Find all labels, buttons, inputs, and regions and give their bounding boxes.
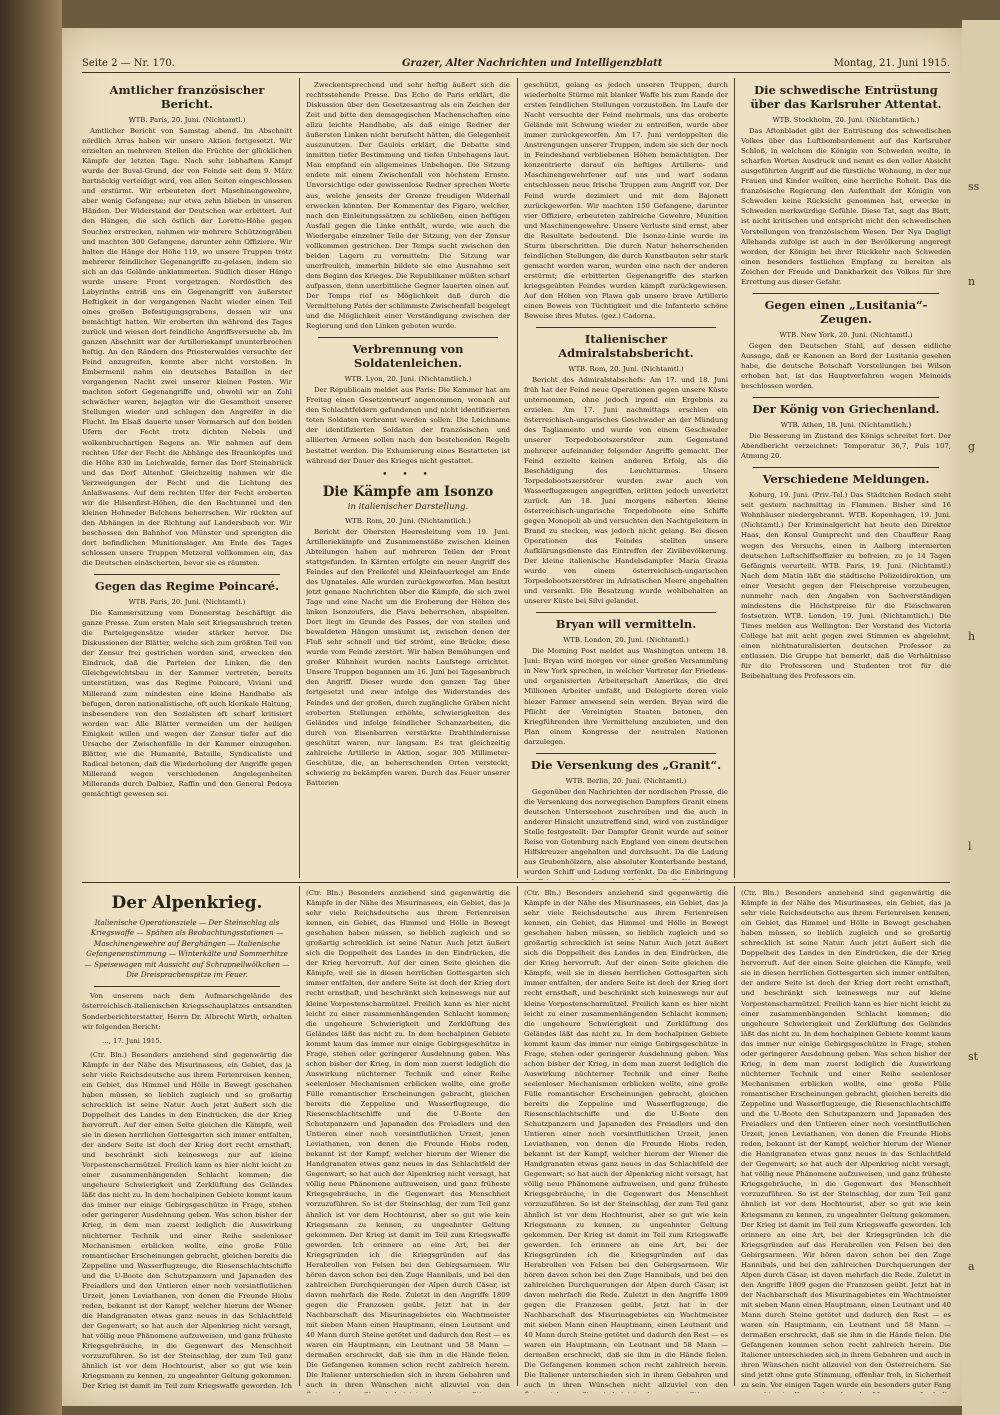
article-body: Amtlicher Bericht von Samstag abend. Im Abschnitt nördlich Arras haben wir unsere Aktion fortgesetzt. Wir erzielten an mehreren Stellen die Früchte der glücklichen Kämpfe der letzten Tage. Nach sehr lebhaftem Kampf wurde der Buval-Grund, der von Feinde seit dem 9. März hartnäckig verteidigt wird, von allen Seiten eingeschlossen und erstürmt. Wir erbeuteten dort Maschinengewehre, aber wenig Gefangene; nur etwa zehn blieben in unseren Händen. Der Widerstand der Deutschen war erbittert. Auf den Hängen, die sich östlich der Loretto-Höhe gegen Souchez erstrecken, nahmen wir mehrere Schützengräben und machten 300 Gefangene, darunter zehn Offiziere. Wir halten die Hänge der Höhe 119, wo unsere Truppen trotz mehrerer feindlicher Gegenangriffe zu-gelasen, indem sie sich an das Gelände anklammerten. Südlich dieser Hänge wurde unsere Front vorgetragen. Nordöstlich des Labyrinths entriß uns ein Gegenangriff von äußerster Heftigkeit in der vergangenen Nacht wieder einen Teil eines großen Befestigungsgrabens, dessen wir uns bemächtigt hatten. Wir eroberten ihn während des Tages zurück und wiesen dort feindliche Angriffsversuche ab. Im ganzen Abschnitt war der Artilleriekampf ununterbrochen heftig. An den Rändern des Priesterwaldes versuchte der Feind anzugreifen, konnte aber nicht vorstoßen. In Embermenil nahm ein deutsches Bataillon in der vergangenen Nacht zwei unserer kleinen Posten. Wir machten sofort Gegenangriffe und, obwohl wir an Zahl schwächer waren, bejagten wir die Gesamtheit unserer Stellungen wieder und schlugen den Angreifer in die Flucht. Im Elsaß dauerte unser Vormarsch auf den beiden Ufern der Fecht trotz dichten Nebels und wolkenbruchartigen Regens an. Wir nahmen auf dem rechten Ufer der Fecht die Abhänge des Braunkopfes und die Höhe 830 im Leichwalde, ferner das Dorf Steinabrück und das Dorf Altenhof. Gleichzeitig nahmen wir die Verzweigungen der Fecht und die Lichtung des Anlaßwasens. Auf dem rechten Ufer der Fecht eroberten wir die Hilsenfirst-Höhen, die den Bachtunnel und den kleinen Hohneder Belchens beherrschen. Wir rückten auf den Abhängen in der Richtung auf Landersbach vor. Wir beschossen den Bahnhof von Münster und sprengten die dort befindlichen Munitionslager. Am Ende des Tages schlossen unsere Truppen Metzeral vollkommen ein, das die Deutschen einäscherten, bevor sie es räumten.: [82, 127, 292, 568]
dateline: WTB. London, 20. Juni. (Nichtamtl.): [563, 636, 689, 645]
dateline: WTB. Berlin, 20. Juni. (Nichtamtl.): [565, 776, 687, 785]
headline: Bryan will vermitteln.: [555, 617, 697, 632]
alpenkrieg-column-2: [306, 888, 510, 1393]
dateline: WTB. Stockholm, 20. Juni. (Nichtamtlich.): [772, 116, 920, 124]
edge-fragment: l: [968, 840, 972, 853]
subheadline: in italienischer Darstellung.: [347, 501, 469, 512]
edge-fragment: ss: [968, 180, 980, 193]
dateline: WTB. Paris, 20. Juni. (Nichtamtl.): [128, 116, 246, 124]
column-3: [524, 80, 728, 880]
edge-fragment: st: [968, 1050, 979, 1063]
dateline: ..., 17. Juni 1915.: [102, 1036, 162, 1045]
column-divider: [734, 78, 735, 878]
article-body: geschützt, gelang es jedoch unseren Truppen, durch wiederholte Stürme mit blanker Waffe bis zum Rande der ersten feindlichen Stellungen vorzustoßen. Im Laufe der Nacht versuchte der Feind mehrmals, uns das eroberte Gelände mit Schwung wieder zu entreißen, wurde aber immer zurückgeworfen. Am 17. Juni verdoppelten die Anstrengungen unserer Truppen, indem sie sich der noch in Feindeshand verbliebenen Höhen bemächtigten. Der konzentrierte darauf ein heftiges Artillerie- und Maschinengewehrfeuer auf uns und warf sodann entschlossen neue frische Truppen zum Angriff vor. Der Feind wurde dezimiert und mit dem Bajonett zurückgeworfen. Wir machten 150 Gefangene, darunter vier Offiziere, erbeuteten zahlreiche Gewehre, Munition und Maschinengewehre. Unsere Verluste sind ernst, aber die Resultate bedeutend. Die Isonzo-Linie wurde im Sturm überschritten. Die durch Natur beherrschenden feindlichen Stellungen, die durch Kunstbauten sehr stark gemacht worden waren, wurden eine nach der anderen erstürmt; die erbitterten Gegenangriffe des starken kriegsgeübten Feindes wurden kämpft zurückgewiesen. Auf den Höhen von Plawa gab unsere brave Artillerie einen Beweis von Tüchtigkeit und die Infanterie schöne Beweise ihres Mutes. (gez.) Cadorna.: [524, 81, 728, 321]
dateline: WTB. Rom, 20. Juni. (Nichtamtl.): [568, 365, 684, 374]
edge-fragment: a: [968, 1260, 975, 1273]
headline: Italienischer Admiralstabsbericht.: [558, 332, 694, 361]
edge-fragment: n: [968, 275, 976, 288]
article-divider: [94, 574, 280, 575]
headline: Verbrennung von Soldatenleichen.: [352, 342, 464, 371]
adjacent-page-edge: [962, 20, 1000, 1415]
headline: Die Kämpfe am Isonzo: [322, 483, 494, 500]
article-divider: [94, 986, 280, 987]
dateline: WTB. Rom, 20. Juni. (Nichtamtlich.): [345, 516, 471, 525]
article-body: Zweckentsprechend und sehr heftig äußert sich die rechtsstehende Presse. Das Echo de Paris erklärt, die Diskussion über den Gesetzesantrag als ein Zeichen der Zeit und bitte den demagogischen Machenschaften eine allzu leichte Handhabe, als daß einige Redner der äußersten Linken nicht berufscht hätten, die Gelegenheit auszunutzen. Der Gaulois erklärt, die Debatte sind inmitten tiefer Bestimmung und tiefen Unbehagens laut. Man empfand ein allgemeines Unbehagen. Die Sitzung endete mit einem Zwischenfall von höchstem Ernste. Unvorsichtige oder gewissenlose Redner sprechen Worte aus, welche jenseits der Grenze freudigen Widerhall erwecken könnten. Der Kommentar des Figaro, welcher, nach den Einleitungssätzen zu schließen, einen heftigen Ausfall gegen die Linke enthält, wurde, wie auch die Wiedergabe einzelner Teile der Sitzung, von der Zensur vollkommen gestrichen. Der Temps sucht zwischen den beiden Lagern zu vermitteln: Die Sitzung war unerfreulich, immerhin bildete sie eine Ausnahme seit dem Beginn des Krieges. Die Republikaner müßten scharf aufpassen, denn unerbittliche Gegner lauerten einen auf. Der Temps rief es Möglichkeit daß durch die Vermittelung Patés der schlimmste Zwischenfall beigelegt und die Möglichkeit einer Verständigung zwischen der Regierung und den Linken geboten wurde.: [306, 81, 510, 331]
headline: Die Versenkung des „Granit“.: [530, 757, 722, 772]
column-2: [306, 80, 510, 880]
subheadline: Italienische Operationsziele — Der Steinschlag als Kriegswaffe — Spähen als Beobachtungsstationen — Maschinengewehre auf Berghängen — Italienische Gefangenenstimmung — Winterkälte und Sommerhitze — Speisewagen mit Aussicht auf Schrapnellwölkchen — Die Dreisprachenspitze im Feuer.: [84, 918, 290, 980]
issue-date: Montag, 21. Juni 1915.: [833, 58, 950, 69]
page-number: Seite 2 — Nr. 170.: [82, 58, 175, 69]
newspaper-page: [62, 28, 962, 1406]
article-body: (Ctr. Bln.) Besonders anziehend sind gegenwärtig die Kämpfe in der Nähe des Misurinasees, ein Gebiet, das ja sehr viele Reichsdeutsche aus ihrem Ferienreisen kennen, ein Gebiet, das Himmel und Hölle in Bewegt geschahen haben müssen, so lieblich zugleich und so großartig schrecklich ist seine Natur. Auch jetzt äußert sich die Doppelheit des Landes in den Eindrücken, die der Krieg hervorruft. Auf der einen Seite gleichen die Kämpfe, weil sie in diesen herrlichen Gottesgarten sich immer entfalten, der andere Seite ist doch der Krieg dort recht ernsthaft, und beschränkt sich keineswegs nur auf kleine Vorpostenscharmützel. Freilich kann es hier nicht leicht zu einer zusammenhängenden Schlacht kommen; die ungeheure Schwierigkeit und Zerklüftung des Geländes läßt das nicht zu. In dem hochalpinen Gebiete kommt kaum das immer nur einige Gebirgsgeschütze in Frage, stehen oder geringerer Ausdehnung geben. Was schon bisher der Krieg, in dem man zuerst lediglich die Auswirkung nüchterner Technik und einer Reihe seelenloser Mechanismen erblicken wollte, eine große Fülle romantischer Erscheinungen gebracht, gleichen bereits die Zeppeline und Wasserflugzeuge, die Riesenschlachtschiffe und die U-Boote den Schutzpanzern und Japanaden des Freiadlers und den Untieren einer noch vorsintflutlichen Urzeit, jenen Leviathanen, von denen die Freunde Hiobs reden, bekannt ist der Kampf, welcher hierum der Wiener die Handgranaten etwas ganz neues in das Schlachtfeld der Gegenwart; so hat auch der Alpenkrieg nicht versagt, hat völlig neue Phänomene aufzuweisen, und ganz früheste Kriegsgebräuche, in die Gegenwart des Menschheit vorzuzuführen. So ist der Steinschlag, der zum Teil ganz ähnlich ist vor dem Hochtourist, aber so gut wie kein Kriegsmann zu kennen, zu ungeahnter Geltung gekommen. Der Krieg ist damit im Teil zum Kriegswaffe geworden. Ich erinnere an eine Art, bei der Kriegsgründen ich die Kriegsgründen auf das Herabrollen von Felsen bei den Gebirgsarmeen. Wir hören davon schon bei den Zuge Hannibals, und bei den zahlreichen Durchquerungen der Alpen durch Cäsar, ist davon mehrfach die Rede. Zuletzt in den Angriffe 1809 gegen die Franzosen geübt. Jetzt hat in der Nachbarschaft des Misurinagebietes ein Wachtmeister mit sieben Mann einen Hauptmann, einen Leutnant und 40 Mann durch Steine getötet und dadurch den Rest — es waren ein Hauptmann, ein Leutnant und 58 Mann — dermaßen erschreckt, daß sie ihm in die Hände fielen. Die Gefangenen kommen schon recht zahlreich herein. Die Italiener unterschieden sich in ihrem Gebahren und auch in ihren Wünschen nicht allzuviel von den Österreichern. Sie sind jetzt ohne gute Stimmung, offenbar froh, in Sicherheit zu sein. Vor einigen Tagen wurde ein besonders guter Fang: [741, 889, 951, 1390]
masthead: Grazer, Alter Nachrichten und Intelligenzblatt: [402, 58, 663, 69]
headline: Gegen einen „Lusitania“-Zeugen.: [764, 297, 928, 326]
column-1: [82, 80, 292, 880]
column-divider: [517, 886, 518, 1386]
article-body: Die Kammersitzung vom Donnerstag beschäftigt die ganze Presse. Zum ersten Male seit Kriegsausbruch treten die Parteigegensätze wieder stärker hervor. Die Diskussionen der Blätter, welche sich zum größten Teil von der Zensur frei gestrichen worden sind, erwecken den Eindruck, daß die Parteien der Linken, die den Gleichgewichtsbau in der Kammer vertreten, bereits unterstützen, was das Regime Poincaré, Viviani und Millerand zum mindesten eine kleine Handhabe als befugen, deren nationalistische, oft auch klerikale Haltung, insbesondere von den Sozialisten oft scharf kritisiert worden war. Alle Blätter vermeiden um der heiligen Einigkeit willen und wegen der Zensur tiefer auf die Ursache der Zwischenfälle in der Kammer einzugehen. Blätter, wie die Humanité, Bataille, Syndicaliste und Radical betonen, daß die Wiederholung der Angriffe gegen Millerand wegen verschiedenen Angelegenheiten Millerands durch Dalbiez, Raffin und den General Pedoya gemächtigt gewesen sei.: [82, 609, 292, 798]
article-body: Gegenüber den Nachrichten der nordischen Presse, die die Versenkung des norwegischen Dampfers Granit einem deutschen Unterseeboot zuschreiben und die auch in anderer Hinsicht unzutreffend sind, wird von zuständiger Stelle festgestellt: Der Dampfer Granit wurde auf seiner Reise von Gotenburg nach England von einem deutschen Hilfskreuzer angehalten und durchsucht. Da die Ladung aus Grubenhölzern, also absoluter Konterbande bestand, wurden Schiff und Ladung verfenkt. Da die Einbringung: [524, 787, 728, 877]
article-body: Bericht der Obersten Heeresleitung vom 19. Juni. Artilleriekämpfe und Zusammenstöße zwischen kleinen Abteilungen haben auf mehreren Teilen der Front stattgefunden. In Kärnten erfolgte ein neuer Angriff des Feindes auf den Freikofel und Kleinfauerkogel am Ende des Ugnatales. Alle wurden zurückgeworfen. Man besitzt jetzt genaue Nachrichten über die Kämpfe, die sich zwei Tage und eine Nacht um die Eroberung der Höhen des linken Isonzoufers, die Plava beherrschen, abspielten. Dort liegt im Grunde des Passes, der von steilen und bewaldeten Hängen umsäumt ist, zwischen denen der Fluß sehr schnell und tief strömt, eine Brücke; diese wurde vom Feinde zerstört. Wir haben Bemühungen und großer Kühnheit wurden nachts Laufstege errichtet. Unsere Truppen begannen am 16. Juni bei Tagesanbruch den Angriff. Dieser wurde den ganzen Tag über fortgesetzt und zwar infolge des Widerstandes des Feindes und der großen, durch zugängliche Gräben nicht eroberten Stellungen erhöhte, schwierigkeiten des Geländes und infolge feindlicher Schanzarbeiten, die durch von Eisenbarren verstärkte Drahthindernisse geschützt waren, nur langsam. Es trat gleichzeitig zahlreiche Artillerie in Aktion, sogar 305 Millimeter-Geschütze, die, an beherrschenden Orten versteckt, schwierig zu bekämpfen waren. Durch das Feuer unserer Batterien: [306, 527, 510, 787]
column-divider: [734, 886, 735, 1386]
article-body: (Ctr. Bln.) Besonders anziehend sind gegenwärtig die Kämpfe in der Nähe des Misurinasees, ein Gebiet, das ja sehr viele Reichsdeutsche aus ihrem Ferienreisen kennen, ein Gebiet, das Himmel und Hölle in Bewegt geschahen haben müssen, so lieblich zugleich und so großartig schrecklich ist seine Natur. Auch jetzt äußert sich die Doppelheit des Landes in den Eindrücken, die der Krieg hervorruft. Auf der einen Seite gleichen die Kämpfe, weil sie in diesen herrlichen Gottesgarten sich immer entfalten, der andere Seite ist doch der Krieg dort recht ernsthaft, und beschränkt sich keineswegs nur auf kleine Vorpostenscharmützel. Freilich kann es hier nicht leicht zu einer zusammenhängenden Schlacht kommen; die ungeheure Schwierigkeit und Zerklüftung des Geländes läßt das nicht zu. In dem hochalpinen Gebiete kommt kaum das immer nur einige Gebirgsgeschütze in Frage, stehen oder geringerer Ausdehnung geben. Was schon bisher der Krieg, in dem man zuerst lediglich die Auswirkung nüchterner Technik und einer Reihe seelenloser Mechanismen erblicken wollte, eine große Fülle romantischer Erscheinungen gebracht, gleichen bereits die Zeppeline und Wasserflugzeuge, die Riesenschlachtschiffe und die U-Boote den Schutzpanzern und Japanaden des Freiadlers und den Untieren einer noch vorsintflutlichen Urzeit, jenen Leviathanen, von denen die Freunde Hiobs reden, bekannt ist der Kampf, welcher hierum der Wiener die Handgranaten etwas ganz neues in das Schlachtfeld der Gegenwart; so hat auch der Alpenkrieg nicht versagt, hat völlig neue Phänomene aufzuweisen, und ganz früheste Kriegsgebräuche, in die Gegenwart des Menschheit vorzuzuführen. So ist der Steinschlag, der zum Teil ganz ähnlich ist vor dem Hochtourist, aber so gut wie kein Kriegsmann zu kennen, zu ungeahnter Geltung gekommen. Der Krieg ist damit im Teil zum Kriegswaffe geworden. Ich: [82, 1050, 292, 1391]
alpenkrieg-column-4: [741, 888, 951, 1393]
dateline: WTB. Paris, 20. Juni. (Nichtamtl.): [128, 598, 246, 607]
article-divider: [318, 337, 498, 338]
dateline: WTB. Lyon, 20. Juni. (Nichtamtlich.): [344, 375, 472, 384]
column-4: [741, 80, 951, 880]
article-divider: [753, 467, 939, 468]
article-body: Das Aftonbladet gibt der Entrüstung des schwedischen Volkes über das Luftbombardement auf das Karlsruher Schloß, in welchem die Königin von Schweden weilte, in scharfen Worten Ausdruck und nennt es den voller Absicht ausgeführten Angriff auf die fürstliche Wohnung, in der nur Frauen und Kinder weilten, eine herrliche Roheit. Das die französische Regierung den Aufenthalt der Königin von Schweden keine Rücksicht genommen hat, erwecke in Schweden merkwürdige Gefühle. Diese Tat, sagt das Blatt, ist nicht kritischen und entspricht nicht den schwedischen Vorstellungen von französischem Wesen. Der Nya Dagligt Allehanda zufolge ist auch in der Bevölkerung angeregt worden, der Königin bei ihrer Rückkehr nach Schweden einen besonders festlichen Empfang zu bereiten als Zeichen der Freude und Dankbarkeit des Volkes für ihre Errettung aus dieser Gefahr.: [741, 127, 951, 286]
article-body: (Ctr. Bln.) Besonders anziehend sind gegenwärtig die Kämpfe in der Nähe des Misurinasees, ein Gebiet, das ja sehr viele Reichsdeutsche aus ihrem Ferienreisen kennen, ein Gebiet, das Himmel und Hölle in Bewegt geschahen haben müssen, so lieblich zugleich und so großartig schrecklich ist seine Natur. Auch jetzt äußert sich die Doppelheit des Landes in den Eindrücken, die der Krieg hervorruft. Auf der einen Seite gleichen die Kämpfe, weil sie in diesen herrlichen Gottesgarten sich immer entfalten, der andere Seite ist doch der Krieg dort recht ernsthaft, und beschränkt sich keineswegs nur auf kleine Vorpostenscharmützel. Freilich kann es hier nicht leicht zu einer zusammenhängenden Schlacht kommen; die ungeheure Schwierigkeit und Zerklüftung des Geländes läßt das nicht zu. In dem hochalpinen Gebiete kommt kaum das immer nur einige Gebirgsgeschütze in Frage, stehen oder geringerer Ausdehnung geben. Was schon bisher der Krieg, in dem man zuerst lediglich die Auswirkung nüchterner Technik und einer Reihe seelenloser Mechanismen erblicken wollte, eine große Fülle romantischer Erscheinungen gebracht, gleichen bereits die Zeppeline und Wasserflugzeuge, die Riesenschlachtschiffe und die U-Boote den Schutzpanzern und Japanaden des Freiadlers und den Untieren einer noch vorsintflutlichen Urzeit, jenen Leviathanen, von denen die Freunde Hiobs reden, bekannt ist der Kampf, welcher hierum der Wiener die Handgranaten etwas ganz neues in das Schlachtfeld der Gegenwart; so hat auch der Alpenkrieg nicht versagt, hat völlig neue Phänomene aufzuweisen, und ganz früheste Kriegsgebräuche, in die Gegenwart des Menschheit vorzuzuführen. So ist der Steinschlag, der zum Teil ganz ähnlich ist vor dem Hochtourist, aber so gut wie kein Kriegsmann zu kennen, zu ungeahnter Geltung gekommen. Der Krieg ist damit im Teil zum Kriegswaffe geworden. Ich erinnere an eine Art, bei der Kriegsgründen ich die Kriegsgründen auf das Herabrollen von Felsen bei den Gebirgsarmeen. Wir hören davon schon bei den Zuge Hannibals, und bei den zahlreichen Durchquerungen der Alpen durch Cäsar, ist davon mehrfach die Rede. Zuletzt in den Angriffe 1809 gegen die Franzosen geübt. Jetzt hat in der Nachbarschaft des Misurinagebietes ein Wachtmeister mit sieben Mann einen Hauptmann, einen Leutnant und 40 Mann durch Steine getötet und dadurch den Rest — es waren ein Hauptmann, ein Leutnant und 58 Mann — dermaßen erschreckt, daß sie ihm in die Hände fielen. Die Gefangenen kommen schon recht zahlreich herein. Die Italiener unterschieden sich in ihrem Gebahren und auch in ihren Wünschen nicht allzuviel von den: [524, 889, 728, 1390]
edge-fragment: h: [968, 630, 976, 643]
article-divider: [536, 753, 716, 754]
article-divider: [536, 612, 716, 613]
article-divider: [753, 397, 939, 398]
article-body: Gegen den Deutschen Stahl, auf dessen eidliche Aussage, daß er Kanonen an Bord der Lusitania gesehen habe, die deutsche Botschaft Vorstellungen bei Wilson erhoben hat, ist das Hauptverfahren wegen Meineids beschlossen worden.: [741, 341, 951, 391]
headline: Die schwedische Entrüstung über das Karlsruher Attentat.: [750, 83, 942, 111]
headline: Amtlicher französischer Bericht.: [109, 83, 265, 111]
article-body: Der Républicain meldet aus Paris: Die Kammer hat am Freitag einen Gesetzentwurf angenommen, wonach auf den Schlachtfeldern gefundenen und nicht identifizierten toten Soldaten verbrannt werden sollen. Die Leichname der identifizierten Soldaten der französischen und alliierten Armeen sollen nach den bestehenden Regeln bestattet werden. Die Exhumierung eines Bestatteten ist während der Dauer des Krieges nicht gestattet.: [306, 386, 510, 465]
headline: Verschiedene Meldungen.: [762, 472, 930, 487]
alpenkrieg-column-3: [524, 888, 728, 1393]
dateline: WTB. New York, 20. Juni. (Nichtamtl.): [779, 330, 913, 339]
article-divider: [536, 327, 716, 328]
column-divider: [299, 886, 300, 1386]
page-header: [82, 58, 950, 73]
article-body: Bericht des Admiralstabschefs: Am 17. und 18. Juni früh hat der Feind neue Operationen gegen unsere Küste unternommen, ohne jedoch irgend ein Ergebnis zu erzielen. Am 17. Juni nachmittags erschien ein österreichisch-ungarisches Geschwader an der Mündung des Tagliamento und wurde von einem Geschwader unserer Torpedobootszerstörer zum Gegenstand mehrerer aufeinander folgender Angriffe gemacht. Der Feind erzielte keinen anderen Erfolg, als die Beschädigung des Leuchtturmes. Unsere Torpedobootszerstörer wurden zwar auch von Wasserflugzeugen angegriffen, erlitten jedoch unverletzt zurück. Am 18. Juni morgens näherten kleine österreichisch-ungarische Torpedoboote eine Schiffe gegen Monopoli ab und versuchten den Nachtgeleitern in Brand zu stecken, was jedoch nicht gelang. Bei diesen Operationen des Feindes stellten unsere Aufklärungsdienste das Eintreffen der Zivilbevölkerung. Der kleine italienische Handelsdampfer Maria Grazia wurde von einem österreichisch-ungarischen Torpedobootszerstörer im Adriatischen Meere angehalten und versenkt. Die Besatzung wurde wohlbehalten an unserer Küste bei Silvi gelandet.: [524, 376, 728, 606]
headline: Gegen das Regime Poincaré.: [94, 579, 280, 594]
alpenkrieg-column-1: [82, 888, 292, 1393]
headline: Der Alpenkrieg.: [111, 893, 263, 913]
article-divider: [753, 293, 939, 294]
edge-fragment: g: [968, 440, 976, 453]
separator-ornament: • • •: [382, 469, 434, 480]
article-body: Koburg, 19. Juni. (Priv.-Tel.) Das Städtchen Rodach steht seit gestern nachmittag in Flammen. Bisher sind 16 Wohnhäuser niedergebrannt. WTB. Kopenhagen, 19. Juni. (Nichtamtl.) Der Kriminalgericht hat heute den Direktor Haas, den Konsul Gumprecht und den Chauffeur Raag wegen des Versuchs, einen in Aalborg internierten deutschen Luftschiffsoffizier zu befreien, zu je 14 Tagen Gefängnis verurteilt. WTB. Paris, 19. Juni. (Nichtamtl.) Nach dem Matin läßt die städtische Polizeidirektion, um einer Vorsicht gegen der Fleischpreise vorzubeugen, nunmehr nach den Angaben von Sachverständigen mindestens die Höchstpreise für die Fleischwaren festsetzen. WTB. London, 19. Juni. (Nichtamtlich.) Die Times melden aus Wellington: Der Vorstand des Victoria College hat mit acht gegen zwei Stimmen es abgelehnt, einen nichtnaturalisierten deutschen Professor zu entlassen. Die Gruppe hat bemerkt, daß die Verhältnisse für die Professoren und Studenten trot für die Beibehaltung des Professors ein.: [741, 491, 951, 681]
headline: Der König von Griechenland.: [752, 402, 940, 417]
book-binding: [0, 0, 62, 1415]
column-divider: [299, 78, 300, 878]
section-divider: [82, 882, 950, 883]
article-intro: Von unserem nach dem Aufmarschgelände des österreichisch-italienischen Kriegsschauplatzes entsandten Sonderberichterstatter, Herrn Dr. Albrecht Wirth, erhalten wir folgenden Bericht:: [82, 992, 292, 1031]
article-body: Die Morning Post meldet aus Washington unterm 18. Juni: Bryan wird morgen vor einer großen Versammlung in New York sprechen, in welcher Vertreter der Friedens- und organisierten Arbeiterschaft Amerikas, die drei Millionen Arbeiter umfaßt, und Delegierte deren viele hiezer Farmer anwesend sein werden. Bryan wird die Pflicht der Vereinigten Staaten betonen, den Kriegführenden ihre Vermittelung anzubieten, und den Plan einem Kongresse der neutralen Nationen darzulegen.: [524, 647, 728, 746]
article-body: (Ctr. Bln.) Besonders anziehend sind gegenwärtig die Kämpfe in der Nähe des Misurinasees, ein Gebiet, das ja sehr viele Reichsdeutsche aus ihrem Ferienreisen kennen, ein Gebiet, das Himmel und Hölle in Bewegt geschahen haben müssen, so lieblich zugleich und so großartig schrecklich ist seine Natur. Auch jetzt äußert sich die Doppelheit des Landes in den Eindrücken, die der Krieg hervorruft. Auf der einen Seite gleichen die Kämpfe, weil sie in diesen herrlichen Gottesgarten sich immer entfalten, der andere Seite ist doch der Krieg dort recht ernsthaft, und beschränkt sich keineswegs nur auf kleine Vorpostenscharmützel. Freilich kann es hier nicht leicht zu einer zusammenhängenden Schlacht kommen; die ungeheure Schwierigkeit und Zerklüftung des Geländes läßt das nicht zu. In dem hochalpinen Gebiete kommt kaum das immer nur einige Gebirgsgeschütze in Frage, stehen oder geringerer Ausdehnung geben. Was schon bisher der Krieg, in dem man zuerst lediglich die Auswirkung nüchterner Technik und einer Reihe seelenloser Mechanismen erblicken wollte, eine große Fülle romantischer Erscheinungen gebracht, gleichen bereits die Zeppeline und Wasserflugzeuge, die Riesenschlachtschiffe und die U-Boote den Schutzpanzern und Japanaden des Freiadlers und den Untieren einer noch vorsintflutlichen Urzeit, jenen Leviathanen, von denen die Freunde Hiobs reden, bekannt ist der Kampf, welcher hierum der Wiener die Handgranaten etwas ganz neues in das Schlachtfeld der Gegenwart; so hat auch der Alpenkrieg nicht versagt, hat völlig neue Phänomene aufzuweisen, und ganz früheste Kriegsgebräuche, in die Gegenwart des Menschheit vorzuzuführen. So ist der Steinschlag, der zum Teil ganz ähnlich ist vor dem Hochtourist, aber so gut wie kein Kriegsmann zu kennen, zu ungeahnter Geltung gekommen. Der Krieg ist damit im Teil zum Kriegswaffe geworden. Ich erinnere an eine Art, bei der Kriegsgründen ich die Kriegsgründen auf das Herabrollen von Felsen bei den Gebirgsarmeen. Wir hören davon schon bei den Zuge Hannibals, und bei den zahlreichen Durchquerungen der Alpen durch Cäsar, ist davon mehrfach die Rede. Zuletzt in den Angriffe 1809 gegen die Franzosen geübt. Jetzt hat in der Nachbarschaft des Misurinagebietes ein Wachtmeister mit sieben Mann einen Hauptmann, einen Leutnant und 40 Mann durch Steine getötet und dadurch den Rest — es waren ein Hauptmann, ein Leutnant und 58 Mann — dermaßen erschreckt, daß sie ihm in die Hände fielen. Die Gefangenen kommen schon recht zahlreich herein. Die Italiener unterschieden sich in ihrem Gebahren und auch in ihren Wünschen nicht allzuviel von den: [306, 889, 510, 1390]
dateline: WTB. Athen, 18. Juni. (Nichtamtlich.): [780, 421, 912, 430]
article-body: Die Besserung im Zustand des Königs schreitet fort. Der Abendbericht verzeichnet: Temperatur 36,7, Puls 107, Atmung 20.: [741, 432, 951, 461]
column-divider: [517, 78, 518, 878]
